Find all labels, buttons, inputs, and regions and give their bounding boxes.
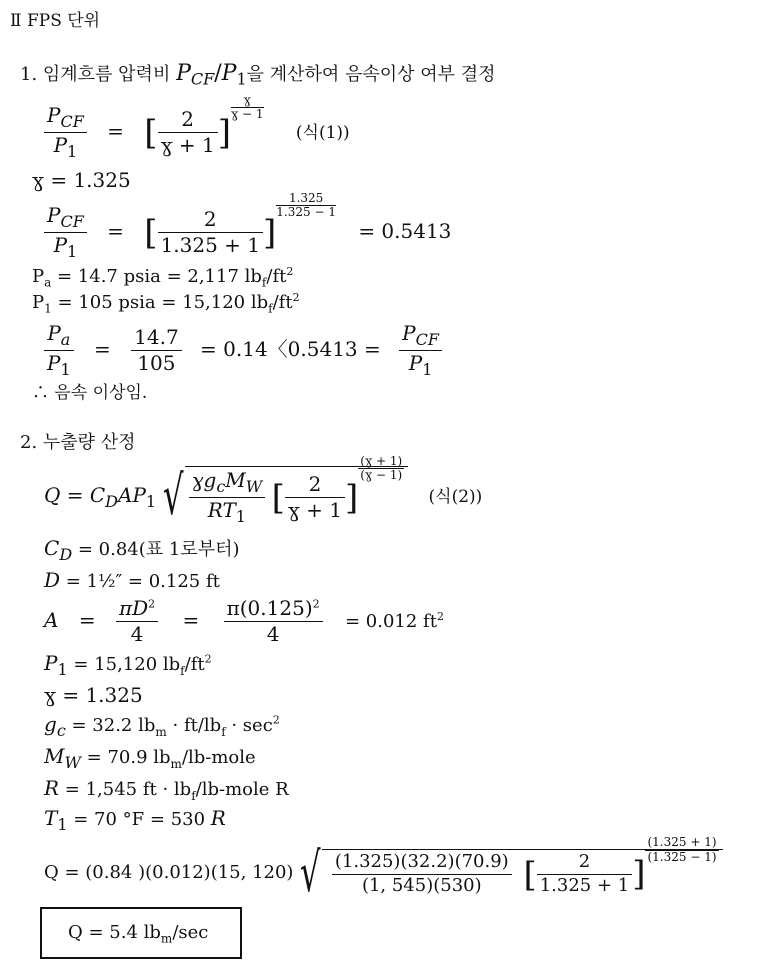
a-equals: = — [78, 608, 96, 632]
section-title: Ⅱ FPS 단위 — [10, 11, 101, 31]
cmp-num2: 14.7 — [131, 326, 182, 351]
a-den: 4 — [130, 622, 144, 646]
q-in-num-sub: c — [216, 477, 226, 496]
eq1-left-bracket: [ — [144, 112, 158, 153]
gc-m: m — [155, 725, 167, 739]
t1-line — [44, 806, 226, 834]
answer-end: /sec — [172, 922, 209, 943]
cd-var: C — [44, 536, 60, 560]
p1-value-line — [44, 651, 212, 679]
q-ap: AP — [118, 482, 146, 507]
q-left-bracket: [ — [271, 477, 285, 518]
qn-exp-num: (1.325 + 1) — [647, 835, 717, 850]
q-bracket-frac — [285, 473, 345, 522]
heading-1-var-sub: CF — [190, 69, 215, 89]
q-in-num-m: M — [225, 468, 246, 492]
gc-f: f — [221, 725, 226, 739]
answer-value: = 5.4 lb — [82, 922, 161, 943]
q-exp-num: (ɣ + 1) — [360, 454, 403, 468]
mw-sub: W — [64, 753, 81, 772]
qn-br-den: 1.325 + 1 — [539, 875, 630, 896]
qn-right-bracket: ] — [632, 854, 646, 895]
cmp-mid: = 0.14〈0.5413 = — [200, 337, 381, 362]
eq2-lhs-den: P — [53, 233, 68, 258]
pa-values: = 14.7 psia = 2,117 lb — [51, 266, 262, 287]
qn-radicand — [322, 835, 723, 896]
heading-1-var: P — [176, 61, 191, 86]
cmp-rnum-sub: CF — [415, 330, 439, 349]
cmp-den: P — [47, 351, 61, 376]
t-r: R — [210, 806, 226, 830]
p1-unit-f: f — [268, 301, 273, 316]
cmp-frac3 — [399, 322, 442, 380]
cd-sub: D — [59, 545, 73, 564]
p1-var2-ft: /ft — [184, 654, 205, 675]
mw-m: m — [170, 757, 182, 771]
cmp-den2: 105 — [137, 351, 176, 376]
equation-1-numeric — [44, 191, 452, 262]
t-value: = 70 °F = 530 — [67, 809, 211, 830]
q-in-den: RT — [207, 498, 236, 523]
r-var: R — [44, 776, 60, 800]
eq1-lhs-num: P — [47, 103, 61, 127]
q-exp-den: (ɣ − 1) — [360, 468, 403, 483]
eq2-exp-num: 1.325 — [276, 192, 336, 206]
eq2-exp-den: 1.325 − 1 — [276, 205, 336, 220]
conclusion: ∴ 음속 이상임. — [32, 383, 148, 403]
eq1-lhs-den-sub: 1 — [67, 142, 78, 162]
a-line — [44, 597, 444, 646]
qn-in-num: (1.325)(32.2)(70.9) — [332, 852, 512, 875]
t-var: T — [44, 806, 58, 830]
cmp-rden: P — [408, 351, 423, 376]
mw-var: M — [44, 744, 65, 768]
q-lhs: Q = C — [44, 482, 106, 507]
a-num: πD — [118, 596, 149, 620]
eq1-tag: (식(1)) — [295, 123, 350, 144]
p1-var2-value: = 15,120 lb — [67, 654, 181, 675]
r-line — [44, 776, 289, 803]
p1-unit-sq: 2 — [292, 291, 300, 304]
q-right-bracket: ] — [345, 477, 359, 518]
answer-q: Q — [68, 922, 83, 943]
q-br-den: ɣ + 1 — [287, 498, 343, 523]
a-frac2 — [224, 597, 323, 646]
mw-end: /lb-mole — [181, 747, 256, 768]
q-ap-sub: 1 — [145, 491, 157, 511]
cmp-den-sub: 1 — [60, 360, 71, 380]
q-tag: (식(2)) — [428, 486, 483, 507]
heading-2: 2. 누출량 산정 — [20, 432, 136, 453]
a-frac1 — [116, 597, 158, 646]
a-num2: π(0.125) — [226, 596, 313, 620]
pa-unit-f: f — [261, 275, 267, 290]
q-radical-sign: √ — [162, 464, 184, 528]
heading-1-slash: / — [214, 61, 222, 86]
eq2-lhs — [44, 204, 87, 262]
p1-line — [32, 291, 300, 316]
gc-line — [44, 712, 280, 740]
qn-in-den: (1, 545)(530) — [361, 875, 482, 896]
eq1-right-bracket: ] — [217, 112, 232, 153]
p1-unit-ft: /ft — [272, 292, 293, 313]
cmp-frac1 — [44, 322, 74, 380]
heading-1-prefix: 1. 임계흐름 압력비 — [20, 64, 177, 85]
eq2-den: 1.325 + 1 — [160, 233, 261, 258]
q-br-num: 2 — [285, 473, 345, 498]
a-var: A — [44, 608, 59, 632]
answer-box — [40, 907, 242, 959]
eq2-left-bracket: [ — [144, 212, 158, 253]
gc-end: · sec — [225, 715, 273, 736]
d-value: = 1½″ = 0.125 ft — [60, 571, 220, 592]
q-in-num: ɣg — [191, 468, 217, 492]
a-den2: 4 — [266, 622, 280, 646]
gamma-line: ɣ = 1.325 — [32, 168, 131, 192]
p1-var-sub: 1 — [44, 301, 52, 316]
eq1-den: ɣ + 1 — [160, 133, 215, 158]
eq1-equals: = — [107, 119, 124, 144]
eq2-lhs-den-sub: 1 — [67, 242, 78, 262]
q-in-num-m-sub: W — [245, 477, 263, 496]
d-var: D — [44, 568, 61, 592]
heading-1 — [20, 60, 496, 89]
q-radicand — [185, 454, 409, 527]
r-end: /lb-mole R — [195, 779, 289, 800]
p1-var: P — [32, 292, 45, 313]
p1-values: = 105 psia = 15,120 lb — [51, 292, 269, 313]
pa-unit-ft: /ft — [266, 266, 287, 287]
r-value: = 1,545 ft · lb — [59, 779, 192, 800]
gc-value: = 32.2 lb — [65, 715, 156, 736]
a-num2-sq: 2 — [312, 597, 320, 611]
q-inner-frac — [189, 469, 266, 527]
p1-var2-sub: 1 — [57, 660, 68, 679]
a-num-sq: 2 — [148, 597, 156, 611]
comparison-equation — [44, 322, 442, 380]
q-numeric — [44, 835, 723, 904]
gc-mid: · ft/lb — [166, 715, 222, 736]
cd-value: = 0.84(표 1로부터) — [72, 539, 240, 560]
q-exponent — [358, 455, 404, 482]
eq1-lhs-den: P — [53, 133, 68, 158]
q-lhs-sub: D — [105, 491, 118, 511]
heading-1-suffix: 을 계산하여 음속이상 여부 결정 — [246, 64, 496, 85]
t-sub: 1 — [57, 815, 68, 834]
heading-1-var2: P — [221, 61, 237, 86]
qn-lhs: Q = (0.84 )(0.012)(15, 120) — [44, 862, 294, 883]
heading-1-var2-sub: 1 — [236, 69, 247, 89]
eq1-lhs — [44, 104, 87, 162]
eq1-frac — [158, 108, 218, 157]
q-in-den-sub: 1 — [235, 507, 246, 527]
qn-br-num: 2 — [537, 852, 633, 875]
p1-var2-f: f — [180, 664, 185, 678]
a-result-sq: 2 — [436, 610, 444, 623]
cmp-num: P — [47, 321, 61, 345]
eq1-exp-num: ɣ — [231, 94, 264, 108]
cmp-num-sub: a — [60, 330, 71, 349]
gc-sq: 2 — [272, 713, 280, 727]
cmp-equals: = — [94, 337, 111, 362]
cmp-rnum: P — [402, 321, 416, 345]
pa-var-sub: a — [44, 275, 52, 290]
gc-var: g — [44, 712, 57, 736]
eq2-lhs-num-sub: CF — [60, 212, 84, 231]
qn-radical-sign: √ — [300, 841, 321, 904]
answer-m: m — [160, 931, 173, 946]
equation-1 — [44, 93, 350, 162]
qn-exp-den: (1.325 − 1) — [647, 849, 717, 864]
qn-inner-frac — [332, 852, 512, 896]
eq2-result: = 0.5413 — [358, 219, 452, 244]
r-f: f — [191, 789, 196, 803]
mw-value: = 70.9 lb — [80, 747, 171, 768]
eq2-right-bracket: ] — [263, 212, 277, 253]
eq2-equals: = — [107, 219, 124, 244]
pa-var: P — [32, 266, 45, 287]
cmp-rden-sub: 1 — [422, 360, 433, 380]
p1-var2: P — [44, 651, 58, 675]
eq1-exp-den: ɣ − 1 — [231, 107, 264, 122]
answer-text — [68, 922, 208, 946]
pa-unit-sq: 2 — [286, 265, 294, 278]
eq2-lhs-num: P — [47, 203, 61, 227]
eq1-num: 2 — [158, 108, 218, 133]
eq2-num: 2 — [158, 208, 263, 233]
qn-exponent — [645, 836, 718, 863]
eq1-exponent — [231, 94, 264, 121]
q-formula — [44, 454, 483, 528]
p1-var2-sq: 2 — [204, 652, 212, 666]
a-equals2: = — [182, 608, 200, 632]
gc-sub: c — [56, 721, 66, 740]
qn-bracket-frac — [537, 852, 633, 896]
a-result: = 0.012 ft — [344, 611, 437, 632]
mw-line — [44, 744, 256, 772]
eq2-exponent — [276, 192, 336, 219]
qn-left-bracket: [ — [523, 854, 537, 895]
gamma-line-2: ɣ = 1.325 — [44, 683, 143, 707]
pa-line — [32, 265, 293, 290]
cd-line — [44, 535, 240, 564]
eq2-frac — [158, 208, 263, 257]
d-line — [44, 568, 220, 592]
cmp-frac2 — [131, 326, 182, 375]
eq1-lhs-num-sub: CF — [60, 112, 84, 131]
